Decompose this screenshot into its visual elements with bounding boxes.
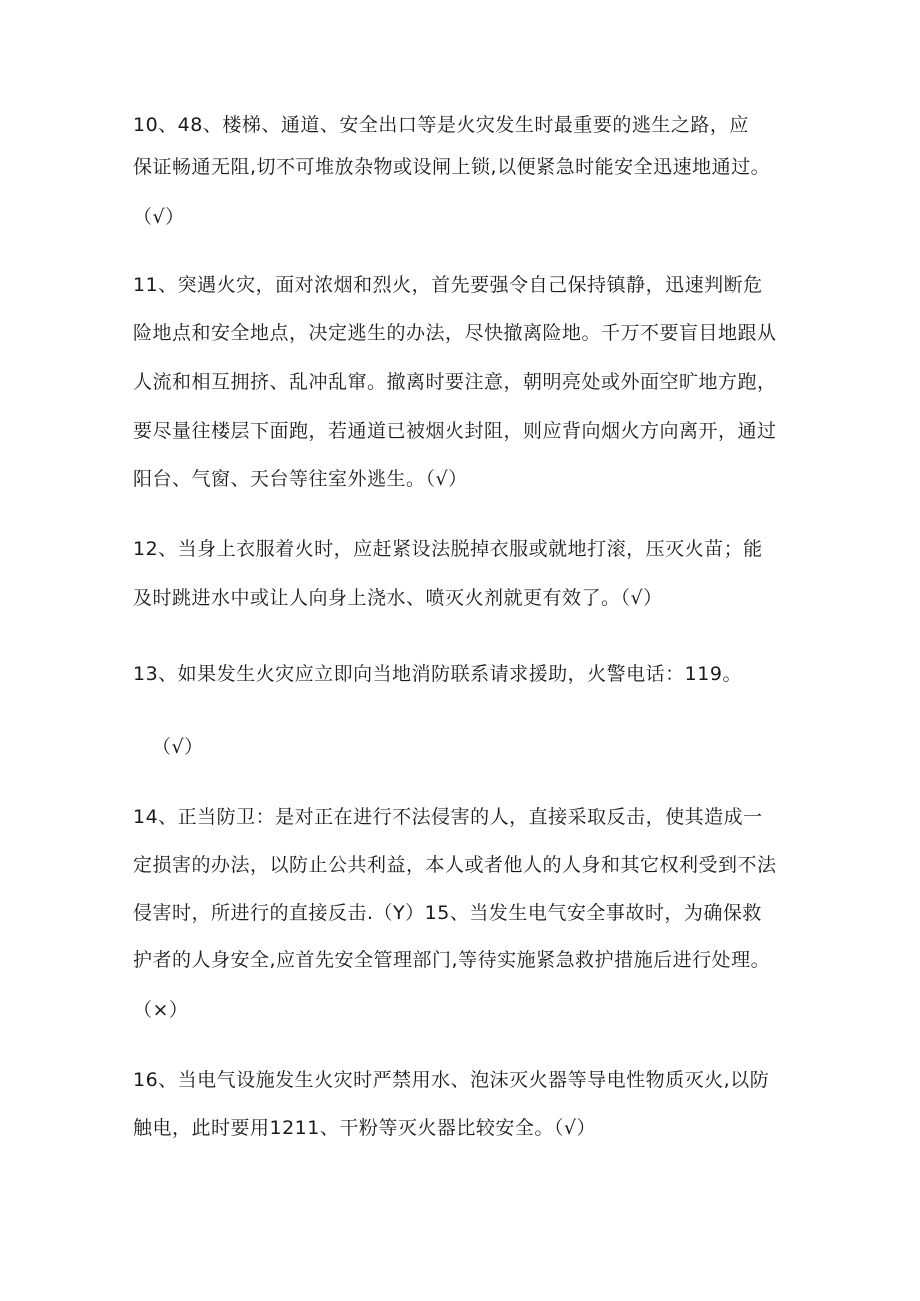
text-line: 保证畅通无阻,切不可堆放杂物或设闸上锁,以便紧急时能安全迅速地通过。 bbox=[133, 156, 771, 178]
answer-mark: （×） bbox=[133, 999, 189, 1021]
text-line: 要尽量往楼层下面跑，若通道已被烟火封阻，则应背向烟火方向离开，通过 bbox=[133, 420, 777, 442]
answer-mark: （√） bbox=[133, 206, 185, 228]
text-line: 人流和相互拥挤、乱冲乱窜。撤离时要注意，朝明亮处或外面空旷地方跑， bbox=[133, 371, 777, 393]
text-line: 侵害时，所进行的直接反击.（Y）15、当发生电气安全事故时，为确保救 bbox=[133, 902, 762, 924]
text-line: 14、正当防卫：是对正在进行不法侵害的人，直接采取反击，使其造成一 bbox=[133, 806, 763, 828]
answer-mark: （√） bbox=[152, 736, 204, 758]
text-line: 定损害的办法，以防止公共利益，本人或者他人的人身和其它权利受到不法 bbox=[133, 854, 777, 876]
text-line: 12、当身上衣服着火时，应赶紧设法脱掉衣服或就地打滚，压灭火苗；能 bbox=[133, 538, 763, 560]
text-line: 10、48、楼梯、通道、安全出口等是火灾发生时最重要的逃生之路，应 bbox=[133, 114, 749, 136]
text-line: 触电，此时要用1211、干粉等灭火器比较安全。（√） bbox=[133, 1117, 596, 1139]
text-line: 16、当电气设施发生火灾时严禁用水、泡沫灭火器等导电性物质灭火,以防 bbox=[133, 1069, 770, 1091]
text-line: 护者的人身安全,应首先安全管理部门,等待实施紧急救护措施后进行处理。 bbox=[133, 949, 771, 971]
text-line: 险地点和安全地点，决定逃生的办法，尽快撤离险地。千万不要盲目地跟从 bbox=[133, 322, 777, 344]
text-line: 及时跳进水中或让人向身上浇水、喷灭火剂就更有效了。（√） bbox=[133, 587, 663, 609]
text-line: 阳台、气窗、天台等往室外逃生。（√） bbox=[133, 468, 468, 490]
text-line: 11、突遇火灾，面对浓烟和烈火，首先要强令自己保持镇静，迅速判断危 bbox=[133, 274, 763, 296]
text-line: 13、如果发生火灾应立即向当地消防联系请求援助，火警电话：119。 bbox=[133, 663, 742, 685]
